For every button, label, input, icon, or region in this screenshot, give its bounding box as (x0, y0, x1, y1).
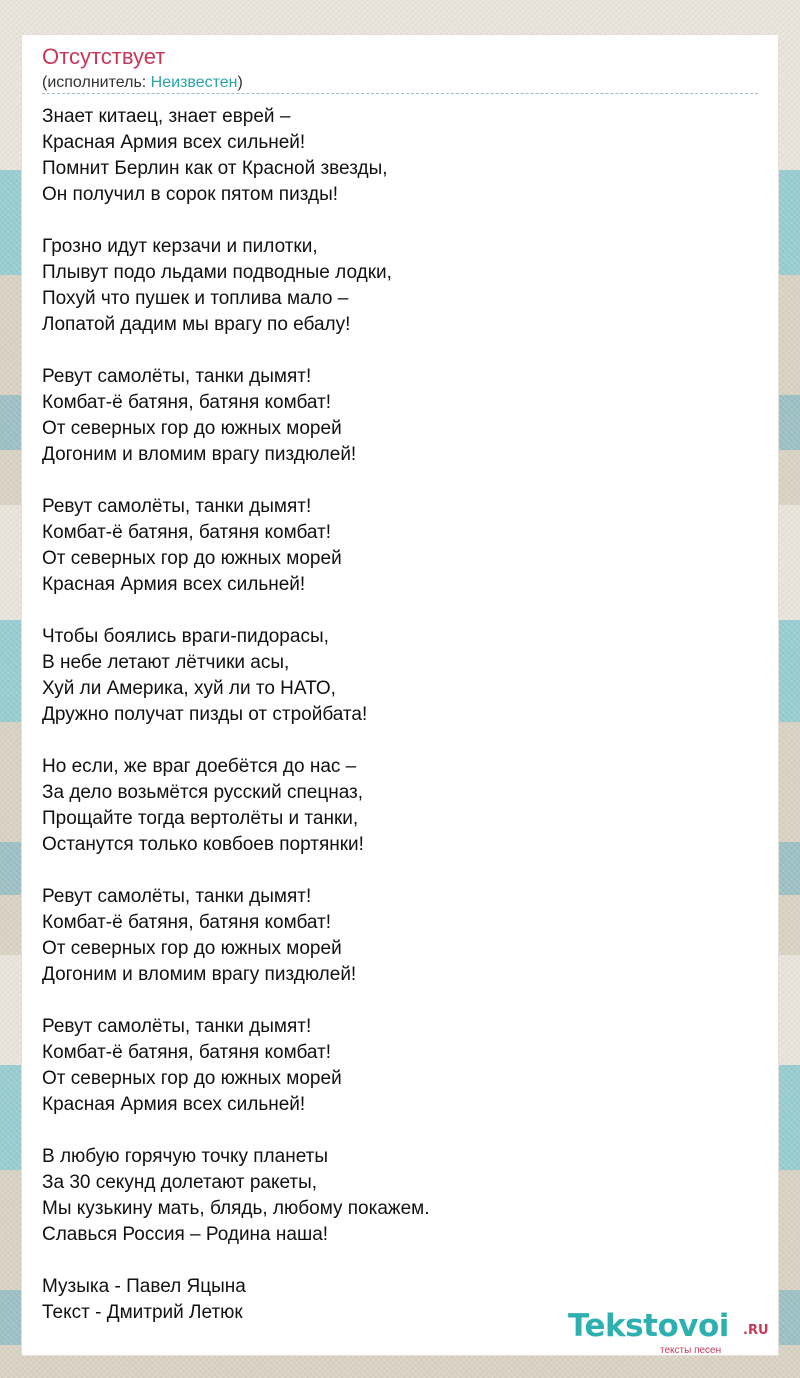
credit-text: Текст - Дмитрий Летюк (42, 1302, 243, 1323)
logo-tld: .RU (743, 1323, 769, 1338)
lyric-line: Комбат-ё батяня, батяня комбат! (42, 392, 332, 413)
lyric-line: Славься Россия – Родина наша! (42, 1224, 329, 1245)
lyric-line: Красная Армия всех сильней! (42, 1094, 306, 1115)
lyric-line: Догоним и вломим врагу пиздюлей! (42, 444, 357, 465)
lyric-line: Комбат-ё батяня, батяня комбат! (42, 1042, 332, 1063)
site-logo[interactable] (568, 1308, 778, 1354)
lyrics-stanza (42, 754, 758, 858)
lyrics-stanza (42, 884, 758, 988)
lyric-line: За дело возьмётся русский спецназ, (42, 782, 364, 803)
lyric-line: От северных гор до южных морей (42, 548, 342, 569)
lyrics-stanza (42, 1014, 758, 1118)
lyrics-stanza (42, 234, 758, 338)
lyric-line: В любую горячую точку планеты (42, 1146, 329, 1167)
logo-wordmark: Tekstovoi (568, 1308, 729, 1344)
lyric-line: Комбат-ё батяня, батяня комбат! (42, 912, 332, 933)
lyric-line: Мы кузькину мать, блядь, любому покажем. (42, 1198, 430, 1219)
lyric-line: Грозно идут керзачи и пилотки, (42, 236, 318, 257)
lyric-line: За 30 секунд долетают ракеты, (42, 1172, 318, 1193)
lyric-line: От северных гор до южных морей (42, 418, 342, 439)
lyric-line: В небе летают лётчики асы, (42, 652, 290, 673)
lyric-line: Комбат-ё батяня, батяня комбат! (42, 522, 332, 543)
lyric-line: Прощайте тогда вертолёты и танки, (42, 808, 359, 829)
lyric-line: Чтобы боялись враги-пидорасы, (42, 626, 329, 647)
lyric-line: Дружно получат пизды от стройбата! (42, 704, 368, 725)
artist-line (42, 73, 243, 93)
lyrics-stanza (42, 1144, 758, 1248)
song-title: Отсутствует (42, 44, 166, 69)
lyric-line: Но если, же враг доебётся до нас – (42, 756, 357, 777)
lyric-line: Красная Армия всех сильней! (42, 132, 306, 153)
lyric-line: Догоним и вломим врагу пиздюлей! (42, 964, 357, 985)
lyric-line: Знает китаец, знает еврей – (42, 106, 291, 127)
lyrics-text (42, 104, 758, 1274)
lyric-line: Хуй ли Америка, хуй ли то НАТО, (42, 678, 336, 699)
lyric-line: Ревут самолёты, танки дымят! (42, 1016, 312, 1037)
lyric-line: Лопатой дадим мы врагу по ебалу! (42, 314, 351, 335)
lyric-line: От северных гор до южных морей (42, 1068, 342, 1089)
lyric-line: Красная Армия всех сильней! (42, 574, 306, 595)
lyrics-card (22, 35, 778, 1355)
lyric-line: Он получил в сорок пятом пизды! (42, 184, 339, 205)
credits (42, 1274, 246, 1326)
artist-prefix: (исполнитель: (42, 74, 151, 91)
lyric-line: Ревут самолёты, танки дымят! (42, 366, 312, 387)
logo-tagline: тексты песен (660, 1345, 722, 1356)
lyric-line: Останутся только ковбоев портянки! (42, 834, 364, 855)
lyrics-stanza (42, 104, 758, 208)
lyrics-stanza (42, 494, 758, 598)
lyric-line: Ревут самолёты, танки дымят! (42, 496, 312, 517)
credit-music: Музыка - Павел Яцына (42, 1276, 246, 1297)
artist-suffix: ) (237, 74, 243, 91)
lyric-line: Помнит Берлин как от Красной звезды, (42, 158, 388, 179)
lyric-line: Похуй что пушек и топлива мало – (42, 288, 349, 309)
dashed-divider (42, 93, 758, 94)
lyric-line: Ревут самолёты, танки дымят! (42, 886, 312, 907)
lyrics-stanza (42, 624, 758, 728)
lyric-line: От северных гор до южных морей (42, 938, 342, 959)
lyric-line: Плывут подо льдами подводные лодки, (42, 262, 392, 283)
artist-link[interactable]: Неизвестен (150, 74, 238, 91)
lyrics-stanza (42, 364, 758, 468)
